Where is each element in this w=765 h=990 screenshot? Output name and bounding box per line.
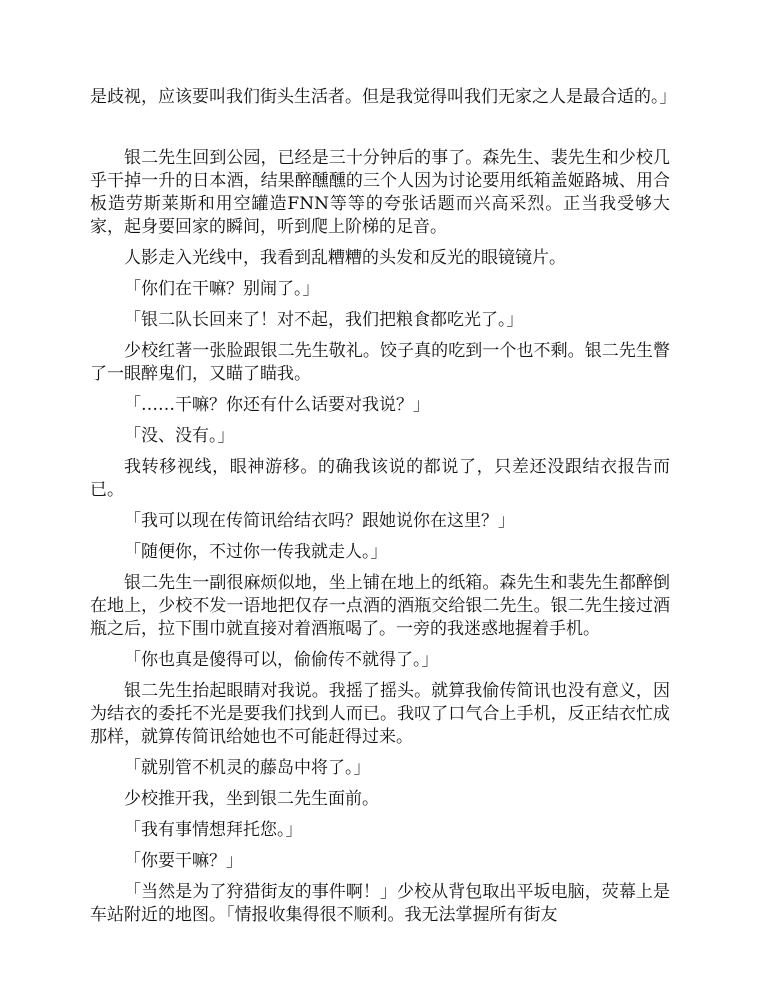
paragraph-1: 是歧视，应该要叫我们街头生活者。但是我觉得叫我们无家之人是最合适的。」 <box>90 87 677 107</box>
section-gap <box>90 117 670 147</box>
paragraph-3: 人影走入光线中，我看到乱糟糟的头发和反光的眼镜镜片。 <box>124 248 566 268</box>
paragraph-5: 「银二队长回来了！对不起，我们把粮食都吃光了。」 <box>124 310 524 330</box>
document-body <box>90 86 677 935</box>
paragraph-18: 「你要干嘛？」 <box>124 851 243 871</box>
paragraph-10: 「我可以现在传简讯给结衣吗？跟她说你在这里？」 <box>124 511 515 531</box>
paragraph-14: 银二先生抬起眼睛对我说。我摇了摇头。就算我偷传简讯也没有意义，因为结衣的委托不光是要我们找到人而已。我叹了口气合上手机，反正结衣忙成那样，就算传简讯给她也不可能赶得过来。 <box>90 681 670 747</box>
paragraph-13: 「你也真是傻得可以，偷偷传不就得了。」 <box>124 650 439 670</box>
paragraph-4: 「你们在干嘛？别闹了。」 <box>124 279 320 299</box>
paragraph-15: 「就别管不机灵的藤岛中将了。」 <box>124 758 371 778</box>
paragraph-16: 少校推开我，坐到银二先生面前。 <box>124 789 379 809</box>
paragraph-11: 「随便你，不过你一传我就走人。」 <box>124 542 388 562</box>
paragraph-17: 「我有事情想拜托您。」 <box>124 820 303 840</box>
paragraph-8: 「没、没有。」 <box>124 426 235 446</box>
paragraph-19: 「当然是为了狩猎街友的事件啊！」少校从背包取出平坂电脑，荧幕上是车站附近的地图。「情报收集得很不顺利。我无法掌握所有街友 <box>90 882 670 925</box>
paragraph-9: 我转移视线，眼神游移。的确我该说的都说了，只差还没跟结衣报告而已。 <box>90 457 670 500</box>
paragraph-2: 银二先生回到公园，已经是三十分钟后的事了。森先生、裴先生和少校几乎干掉一升的日本酒，结果醉醺醺的三个人因为讨论要用纸箱盖姬路城、用合板造劳斯莱斯和用空罐造FNN等等的夸张话题而兴高采烈。正当我受够大家，起身要回家的瞬间，听到爬上阶梯的足音。 <box>90 148 670 237</box>
paragraph-12: 银二先生一副很麻烦似地，坐上铺在地上的纸箱。森先生和裴先生都醉倒在地上，少校不发一语地把仅存一点酒的酒瓶交给银二先生。银二先生接过酒瓶之后，拉下围巾就直接对着酒瓶喝了。一旁的我迷惑地握着手机。 <box>90 573 670 639</box>
paragraph-7: 「……干嘛？你还有什么话要对我说？」 <box>124 395 430 415</box>
paragraph-6: 少校红著一张脸跟银二先生敬礼。饺子真的吃到一个也不剩。银二先生瞥了一眼醉鬼们，又瞄了瞄我。 <box>90 341 670 384</box>
